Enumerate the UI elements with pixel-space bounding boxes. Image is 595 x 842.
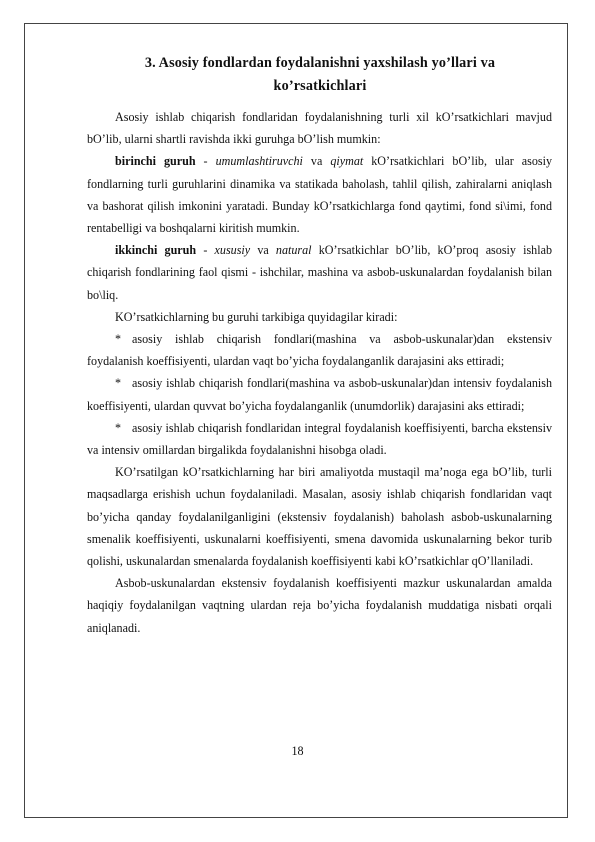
dash-separator: - [195, 154, 216, 169]
paragraph-second-group [87, 239, 552, 306]
list-item [87, 328, 552, 372]
list-item-text: asosiy ishlab chiqarish fondlari(mashina va asbob-uskunalar)dan ekstensiv foydalanish koeffisiyenti, ulardan vaqt bo’yicha foydalanganlik darajasini aks ettiradi; [87, 332, 552, 369]
paragraph-first-group [87, 150, 552, 239]
bullet-icon [115, 417, 132, 439]
list-item [87, 417, 552, 461]
document-body [87, 106, 552, 639]
term-value: qiymat [330, 154, 364, 169]
conjunction: va [250, 243, 276, 258]
paragraph-extensive-coefficient: Asbob-uskunalardan ekstensiv foydalanish koeffisiyenti mazkur uskunalardan amalda haqiqiy foydalanilgan vaqtning ulardan reja bo’yicha foydalanish muddatiga nisbati orqali aniqlanadi. [87, 576, 552, 635]
page-number: 18 [291, 744, 304, 758]
term-natural: natural [275, 243, 312, 258]
term-generalizing: umumlashtiruvchi [215, 154, 303, 169]
section-heading: 3. Asosiy fondlardan foydalanishni yaxshilash yo’llari va ko’rsatkichlari [144, 55, 496, 94]
paragraph-intro: Asosiy ishlab chiqarish fondlaridan foydalanishning turli xil kO’rsatkichlari mavjud bO’lib, ularni shartli ravishda ikki guruhga bO’lish mumkin: [87, 110, 552, 147]
paragraph-indicators: KO’rsatilgan kO’rsatkichlarning har biri amaliyotda mustaqil ma’noga ega bO’lib, turli maqsadlarga erishish uchun foydalaniladi. Masalan, asosiy ishlab chiqarish fondlaridan vaqt bo’yicha qanday foydalanilganligini (ekstensiv foydalanish) baholash asbob-uskunalarning smenalik koeffisiyenti, uskunalarni koeffisiyenti, smena davomida uskunalarning bekor turib qolishi, uskunalardan smenalarda foydalanish koeffisiyenti kabi kO’rsatkichlar qO’llaniladi. [87, 465, 552, 569]
term-second-group: ikkinchi guruh [115, 243, 197, 258]
bullet-icon [115, 328, 132, 350]
conjunction: va [302, 154, 331, 169]
list-item [87, 372, 552, 416]
paragraph-list-intro: KO’rsatkichlarning bu guruhi tarkibiga quyidagilar kiradi: [115, 309, 398, 324]
term-private: xususiy [214, 243, 251, 258]
list-item-text: asosiy ishlab chiqarish fondlari(mashina va asbob-uskunalar)dan intensiv foydalanish koeffisiyenti, ulardan quvvat bo’yicha foydalanganlik (unumdorlik) darajasini aks ettiradi; [87, 376, 552, 413]
bullet-icon [115, 372, 132, 394]
list-item-text: asosiy ishlab chiqarish fondlaridan integral foydalanish koeffisiyenti, barcha ekstensiv va intensiv omillardan birgalikda foydalanishni hisobga oladi. [87, 420, 552, 458]
second-group-text: kO’rsatkichlar bO’lib, kO’proq asosiy ishlab chiqarish fondlarining faol qismi - ishchilar, mashina va asbob-uskunalardan foydalanish bilan bo\liq. [87, 243, 552, 302]
first-group-text: kO’rsatkichlari bO’lib, ular asosiy fondlarning turli guruhlarini dinamika va statikada baholash, tahlil qilish, zahiralarni aniqlash va bashorat qilish imkonini yaratadi. Bunday kO’rsatkichlarga fond qaytimi, fond si\imi, fond rentabelligi va boshqalarni kiritish mumkin. [87, 154, 553, 236]
dash-separator: - [196, 243, 215, 258]
term-first-group: birinchi guruh [115, 154, 196, 169]
